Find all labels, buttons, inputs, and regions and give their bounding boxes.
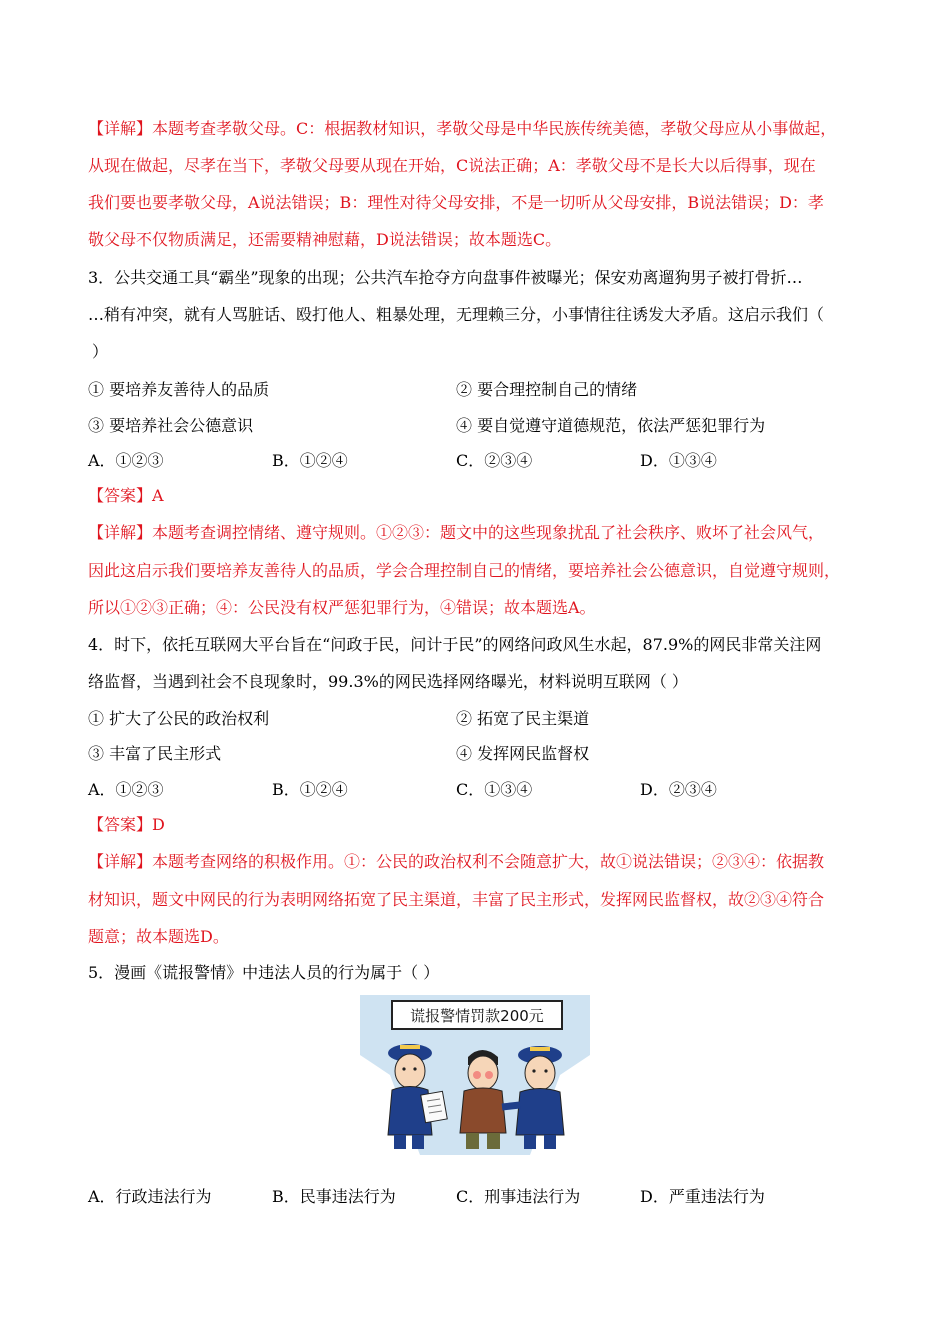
q4-detail-line-2: 材知识，题文中网民的行为表明网络拓宽了民主渠道，丰富了民主形式，发挥网民监督权，故②③④符合 [88,890,825,909]
cartoon-false-alarm [360,995,590,1155]
q4-detail-line-1: 【详解】本题考查网络的积极作用。①：公民的政治权利不会随意扩大，故①说法错误；②③④：依据教 [88,852,825,871]
q2-detail-line-3: 我们要也要孝敬父母，A说法错误；B：理性对待父母安排，不是一切听从父母安排，B说法错误；D：孝 [88,193,824,212]
q3-item-3: ③ 要培养社会公德意识 [88,416,254,435]
q4-stem-line-2: 络监督，当遇到社会不良现象时，99.3%的网民选择网络曝光，材料说明互联网（ ） [88,672,688,691]
q4-stem-line-1: 4．时下，依托互联网大平台旨在“问政于民，问计于民”的网络问政风生水起，87.9%的网民非常关注网 [88,635,822,654]
q4-item-1: ① 扩大了公民的政治权利 [88,709,270,728]
q3-detail-line-1: 【详解】本题考查调控情绪、遵守规则。①②③：题文中的这些现象扰乱了社会秩序、败坏了社会风气， [88,523,825,542]
q3-detail-line-3: 所以①②③正确；④：公民没有权严惩犯罪行为，④错误；故本题选A。 [88,598,596,617]
q4-detail-line-3: 题意；故本题选D。 [88,927,229,946]
q3-choice-b: B．①②④ [272,451,348,470]
q3-item-4: ④ 要自觉遵守道德规范，依法严惩犯罪行为 [456,416,766,435]
q5-stem: 5．漫画《谎报警情》中违法人员的行为属于（ ） [88,963,440,982]
q3-detail-line-2: 因此这启示我们要培养友善待人的品质，学会合理控制自己的情绪，要培养社会公德意识，自觉遵守规则， [88,561,841,580]
q4-choice-b: B．①②④ [272,780,348,799]
q4-item-4: ④ 发挥网民监督权 [456,744,590,763]
q4-choice-a: A．①②③ [88,780,164,799]
q4-choice-c: C．①③④ [456,780,533,799]
q5-choice-d: D．严重违法行为 [640,1187,765,1206]
q5-choice-a: A．行政违法行为 [88,1187,212,1206]
cartoon-illustration [360,995,590,1155]
q4-item-2: ② 拓宽了民主渠道 [456,709,590,728]
q2-detail-line-2: 从现在做起，尽孝在当下，孝敬父母要从现在开始，C说法正确；A：孝敬父母不是长大以后得事，现在 [88,156,816,175]
q3-item-1: ① 要培养友善待人的品质 [88,380,270,399]
q3-stem-line-1: 3．公共交通工具“霸坐”现象的出现；公共汽车抢夺方向盘事件被曝光；保安劝离遛狗男子被打骨折… [88,268,803,287]
q4-item-3: ③ 丰富了民主形式 [88,744,222,763]
cartoon-caption: 谎报警情罚款200元 [410,1007,544,1025]
q3-choice-c: C．②③④ [456,451,533,470]
q3-choice-a: A．①②③ [88,451,164,470]
q4-answer: 【答案】D [88,815,165,834]
q2-detail-line-1: 【详解】本题考查孝敬父母。C：根据教材知识，孝敬父母是中华民族传统美德，孝敬父母应从小事做起， [88,119,837,138]
q5-choice-c: C．刑事违法行为 [456,1187,581,1206]
q3-item-2: ② 要合理控制自己的情绪 [456,380,638,399]
q4-choice-d: D．②③④ [640,780,717,799]
q2-detail-line-4: 敬父母不仅物质满足，还需要精神慰藉，D说法错误；故本题选C。 [88,230,562,249]
q3-stem-line-3: ） [92,342,109,361]
q3-choice-d: D．①③④ [640,451,717,470]
q3-answer: 【答案】A [88,486,164,505]
q5-choice-b: B．民事违法行为 [272,1187,396,1206]
q3-stem-line-2: …稍有冲突，就有人骂脏话、殴打他人、粗暴处理，无理赖三分，小事情往往诱发大矛盾。这启示我们（ [88,305,825,324]
